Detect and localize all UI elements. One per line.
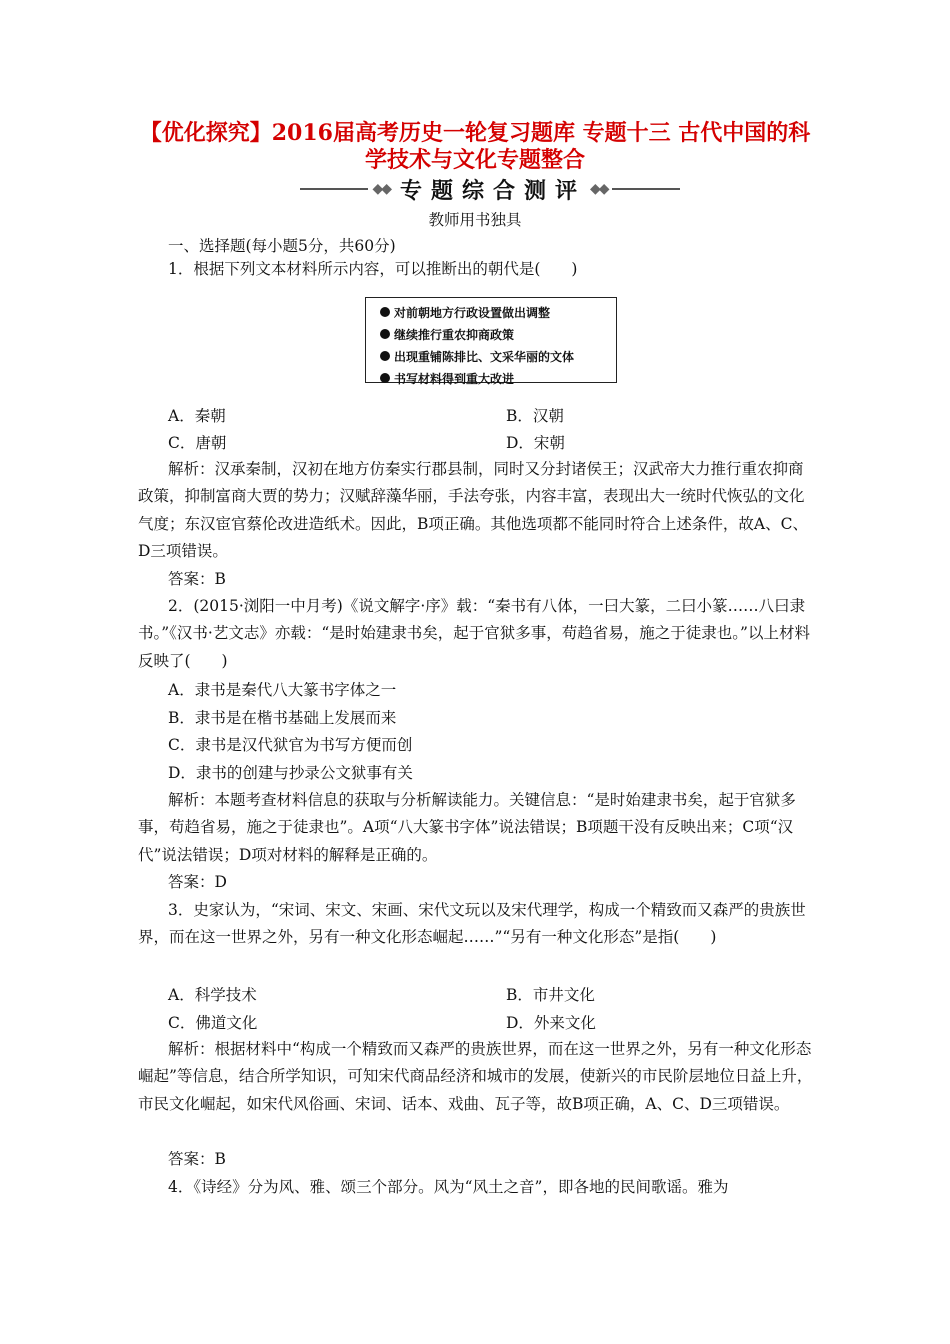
banner-rule-left [300,188,368,190]
banner-title: 专题综合测评 [400,177,587,204]
q1-option-d: D．宋朝 [506,434,565,452]
q1-option-c: C．唐朝 [168,434,227,452]
q3-option-a: A．科学技术 [168,986,257,1004]
q2-option-c: C．隶书是汉代狱官为书写方便而创 [168,736,413,754]
material-item: 对前朝地方行政设置做出调整 [380,301,616,323]
section-heading: 一、选择题(每小题5分，共60分) [168,237,396,255]
q2-option-b: B．隶书是在楷书基础上发展而来 [168,709,397,727]
material-item: 书写材料得到重大改进 [380,367,616,389]
q1-stem: 1．根据下列文本材料所示内容，可以推断出的朝代是( ) [168,260,578,278]
teacher-note: 教师用书独具 [428,211,522,229]
bullet-icon [380,373,390,383]
q2-option-a: A．隶书是秦代八大篆书字体之一 [168,681,397,699]
q3-stem: 3．史家认为，“宋词、宋文、宋画、宋代文玩以及宋代理学，构成一个精致而又森严的贵族世界，而在这一世界之外，另有一种文化形态崛起……”“另有一种文化形态”是指( ) [138,901,806,947]
q1-answer: 答案：B [168,570,226,588]
q3-option-c: C．佛道文化 [168,1014,258,1032]
q3-answer: 答案：B [168,1150,226,1168]
q3-option-b: B．市井文化 [506,986,595,1004]
diamond-ornament-icon: ◆◆ [372,181,390,197]
q2-stem: 2．(2015·浏阳一中月考)《说文解字·序》载：“秦书有八体，一曰大篆，二曰小篆……八曰隶书。”《汉书·艺文志》亦载：“是时始建隶书矣，起于官狱多事，苟趋省易，施之于徒隶也。”以上材料反映了( ) [138,597,810,670]
q4-stem: 4．《诗经》分为风、雅、颂三个部分。风为“风土之音”，即各地的民间歌谣。雅为 [168,1178,729,1196]
bullet-icon [380,329,390,339]
section-banner [300,174,680,204]
document-title: 【优化探究】2016届高考历史一轮复习题库 专题十三 古代中国的科学技术与文化专题整合 [139,120,811,173]
banner-rule-right [612,188,680,190]
q1-option-b: B．汉朝 [506,407,564,425]
material-item: 出现重铺陈排比、文采华丽的文体 [380,345,616,367]
q3-analysis: 解析：根据材料中“构成一个精致而又森严的贵族世界，而在这一世界之外，另有一种文化形态崛起”等信息，结合所学知识，可知宋代商品经济和城市的发展，使新兴的市民阶层地位日益上升，市民文化崛起，如宋代风俗画、宋词、话本、戏曲、瓦子等，故B项正确，A、C、D三项错误。 [138,1040,813,1113]
material-item: 继续推行重农抑商政策 [380,323,616,345]
q2-analysis: 解析：本题考查材料信息的获取与分析解读能力。关键信息：“是时始建隶书矣，起于官狱多事，苟趋省易，施之于徒隶也”。A项“八大篆书字体”说法错误；B项题干没有反映出来；C项“汉代”说法错误；D项对材料的解释是正确的。 [138,791,796,864]
bullet-icon [380,307,390,317]
q1-material-box [365,297,617,386]
q2-option-d: D．隶书的创建与抄录公文狱事有关 [168,764,413,782]
q2-answer: 答案：D [168,873,227,891]
bullet-icon [380,351,390,361]
diamond-ornament-icon: ◆◆ [590,181,608,197]
q1-option-a: A．秦朝 [168,407,226,425]
q3-option-d: D．外来文化 [506,1014,596,1032]
q1-analysis: 解析：汉承秦制，汉初在地方仿秦实行郡县制，同时又分封诸侯王；汉武帝大力推行重农抑商政策，抑制富商大贾的势力；汉赋辞藻华丽，手法夸张，内容丰富，表现出大一统时代恢弘的文化气度；东汉宦官蔡伦改进造纸术。因此，B项正确。其他选项都不能同时符合上述条件，故A、C、D三项错误。 [138,460,808,560]
